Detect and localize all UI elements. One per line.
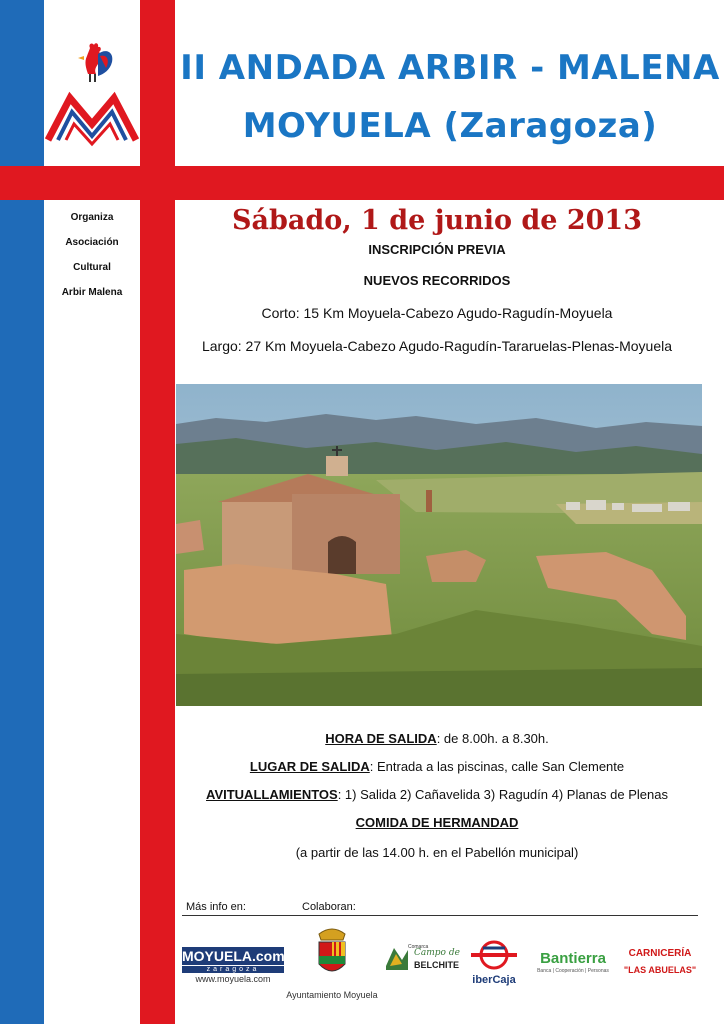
ibercaja-logo	[466, 940, 522, 986]
ayuntamiento-logo	[284, 924, 380, 1000]
registration-note: INSCRIPCIÓN PREVIA	[368, 242, 506, 257]
departure-place-line	[176, 759, 698, 774]
arbir-malena-logo	[44, 40, 140, 150]
meal-note: (a partir de las 14.00 h. en el Pabellón municipal)	[295, 845, 579, 860]
title-line-2: MOYUELA (Zaragoza)	[242, 106, 658, 146]
short-route: Corto: 15 Km Moyuela-Cabezo Agudo-Ragudín-Moyuela	[261, 305, 613, 321]
belchite-script: Campo de	[414, 948, 460, 958]
coat-of-arms-icon	[315, 924, 349, 982]
ibercaja-emblem-icon	[469, 940, 519, 970]
more-info-label: Más info en:	[186, 901, 246, 913]
comarca-belchite-logo	[384, 942, 460, 976]
meal-line	[176, 815, 698, 830]
departure-time-label: HORA DE SALIDA	[325, 731, 437, 746]
ibercaja-label: iberCaja	[472, 974, 516, 986]
las-abuelas-label: "LAS ABUELAS"	[623, 965, 697, 975]
sidebar-line-asociacion: Asociación	[65, 237, 119, 248]
sidebar-line-arbir-malena: Arbir Malena	[61, 287, 123, 298]
footer-divider	[182, 915, 698, 916]
carniceria-label: CARNICERÍA	[628, 948, 692, 959]
supplies-label: AVITUALLAMIENTOS	[206, 787, 338, 802]
rooster-m-logo-icon	[44, 40, 140, 150]
moyuela-url[interactable]: www.moyuela.com	[195, 974, 271, 984]
belchite-emblem-icon	[384, 944, 410, 972]
moyuela-com-logo-subtitle: zaragoza	[182, 966, 284, 973]
departure-time-line	[176, 731, 698, 746]
carniceria-las-abuelas-logo	[622, 948, 698, 975]
moyuela-com-logo[interactable]	[182, 947, 284, 984]
red-vertical-band	[140, 0, 175, 1024]
meal-label: COMIDA DE HERMANDAD	[355, 815, 519, 830]
sidebar-line-organiza: Organiza	[70, 212, 114, 223]
long-route: Largo: 27 Km Moyuela-Cabezo Agudo-Ragudín-Tararuelas-Plenas-Moyuela	[201, 338, 673, 354]
moyuela-com-logo-text: MOYUELA.com	[182, 948, 285, 964]
new-routes-heading: NUEVOS RECORRIDOS	[363, 273, 511, 288]
red-horizontal-band	[0, 166, 724, 200]
departure-place-label: LUGAR DE SALIDA	[249, 759, 370, 774]
bantierra-subtitle: Banca | Cooperación | Personas	[537, 968, 609, 974]
bantierra-logo	[532, 950, 614, 974]
departure-time-value: : de 8.00h. a 8.30h.	[436, 731, 549, 746]
supplies-line	[176, 787, 698, 802]
sponsors-label: Colaboran:	[302, 901, 356, 913]
bantierra-label: Bantierra	[540, 950, 606, 967]
belchite-label: BELCHITE	[414, 960, 459, 970]
belchite-comarca-small: Comarca	[408, 944, 429, 950]
sidebar-line-cultural: Cultural	[73, 262, 111, 273]
hermitage-landscape-photo	[176, 384, 702, 706]
event-date: Sábado, 1 de junio de 2013	[232, 205, 642, 236]
blue-side-band	[0, 0, 44, 1024]
departure-place-value: : Entrada a las piscinas, calle San Clemente	[369, 759, 625, 774]
ayuntamiento-label: Ayuntamiento Moyuela	[286, 990, 378, 1000]
title-line-1: II ANDADA ARBIR - MALENA	[180, 48, 720, 88]
supplies-value: : 1) Salida 2) Cañavelida 3) Ragudín 4) Planas de Plenas	[337, 787, 668, 802]
